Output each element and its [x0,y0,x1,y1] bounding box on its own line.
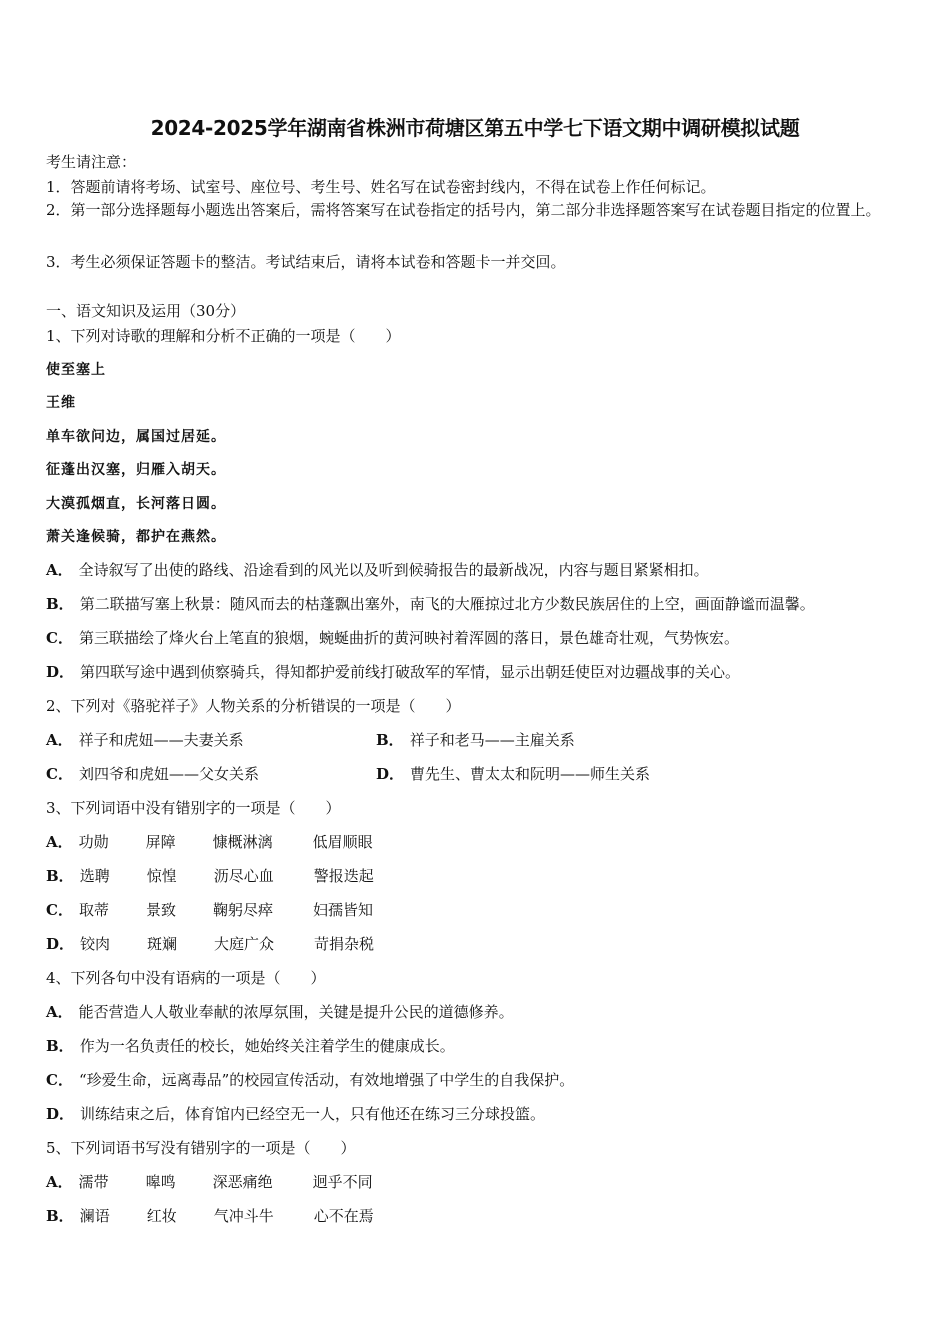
poem-line: 萧关逢候骑，都护在燕然。 [46,529,226,545]
q1-option-a[interactable]: A． 全诗叙写了出使的路线、沿途看到的风光以及听到候骑报告的最新战况，内容与题目紧紧相扣。 [46,561,709,579]
poem-line: 征蓬出汉塞，归雁入胡天。 [46,462,226,478]
q2-option-a[interactable]: A． 祥子和虎妞——夫妻关系 [46,731,244,749]
notice-heading: 考生请注意： [46,153,137,171]
q3-option-b[interactable]: B． 选聘 惊惶 沥尽心血 警报迭起 [46,867,374,885]
notice-item-2: 2．第一部分选择题每小题选出答案后，需将答案写在试卷指定的括号内，第二部分非选择题答案写在试卷题目指定的位置上。 [46,201,881,219]
section-heading: 一、语文知识及运用（30分） [46,302,246,320]
q3-option-d[interactable]: D． 铰肉 斑斓 大庭广众 苛捐杂税 [46,935,375,953]
q1-stem: 1、下列对诗歌的理解和分析不正确的一项是（ ） [46,327,401,345]
poem-line: 大漠孤烟直，长河落日圆。 [46,496,226,512]
notice-item-1: 1．答题前请将考场、试室号、座位号、考生号、姓名写在试卷密封线内，不得在试卷上作任何标记。 [46,178,716,196]
q4-option-a[interactable]: A． 能否营造人人敬业奉献的浓厚氛围，关键是提升公民的道德修养。 [46,1003,514,1021]
page-title: 2024-2025学年湖南省株洲市荷塘区第五中学七下语文期中调研模拟试题 [150,116,800,140]
q2-stem: 2、下列对《骆驼祥子》人物关系的分析错误的一项是（ ） [46,697,461,715]
q1-option-b[interactable]: B． 第二联描写塞上秋景：随风而去的枯蓬飘出塞外，南飞的大雁掠过北方少数民族居住的上空，画面静谧而温馨。 [46,595,815,613]
q4-option-d[interactable]: D． 训练结束之后，体育馆内已经空无一人，只有他还在练习三分球投篮。 [46,1105,546,1123]
q2-option-b[interactable]: B． 祥子和老马——主雇关系 [376,731,575,749]
poem-line: 单车欲问边，属国过居延。 [46,429,226,445]
q4-option-b[interactable]: B． 作为一名负责任的校长，她始终关注着学生的健康成长。 [46,1037,455,1055]
q5-stem: 5、下列词语书写没有错别字的一项是（ ） [46,1139,356,1157]
notice-item-3: 3．考生必须保证答题卡的整洁。考试结束后，请将本试卷和答题卡一并交回。 [46,253,566,271]
poem-title: 使至塞上 [46,362,106,378]
q1-option-c[interactable]: C． 第三联描绘了烽火台上笔直的狼烟，蜿蜒曲折的黄河映衬着浑圆的落日，景色雄奇壮观，气势恢宏。 [46,629,739,647]
q1-option-d[interactable]: D． 第四联写途中遇到侦察骑兵，得知都护爱前线打破敌军的军情，显示出朝廷使臣对边疆战事的关心。 [46,663,741,681]
q4-stem: 4、下列各句中没有语病的一项是（ ） [46,969,326,987]
q3-option-a[interactable]: A． 功勋 屏障 慷概淋漓 低眉顺眼 [46,833,373,851]
q2-option-c[interactable]: C． 刘四爷和虎妞——父女关系 [46,765,259,783]
poem-author: 王维 [46,395,76,411]
q4-option-c[interactable]: C． “珍爱生命，远离毒品”的校园宣传活动，有效地增强了中学生的自我保护。 [46,1071,575,1089]
q3-option-c[interactable]: C． 取蒂 景致 鞠躬尽瘁 妇孺皆知 [46,901,373,919]
q2-option-d[interactable]: D． 曹先生、曹太太和阮明——师生关系 [376,765,651,783]
q3-stem: 3、下列词语中没有错别字的一项是（ ） [46,799,341,817]
q5-option-b[interactable]: B． 澜语 红妆 气冲斗牛 心不在焉 [46,1207,374,1225]
q5-option-a[interactable]: A． 濡带 嗥鸣 深恶痛绝 迥乎不同 [46,1173,373,1191]
